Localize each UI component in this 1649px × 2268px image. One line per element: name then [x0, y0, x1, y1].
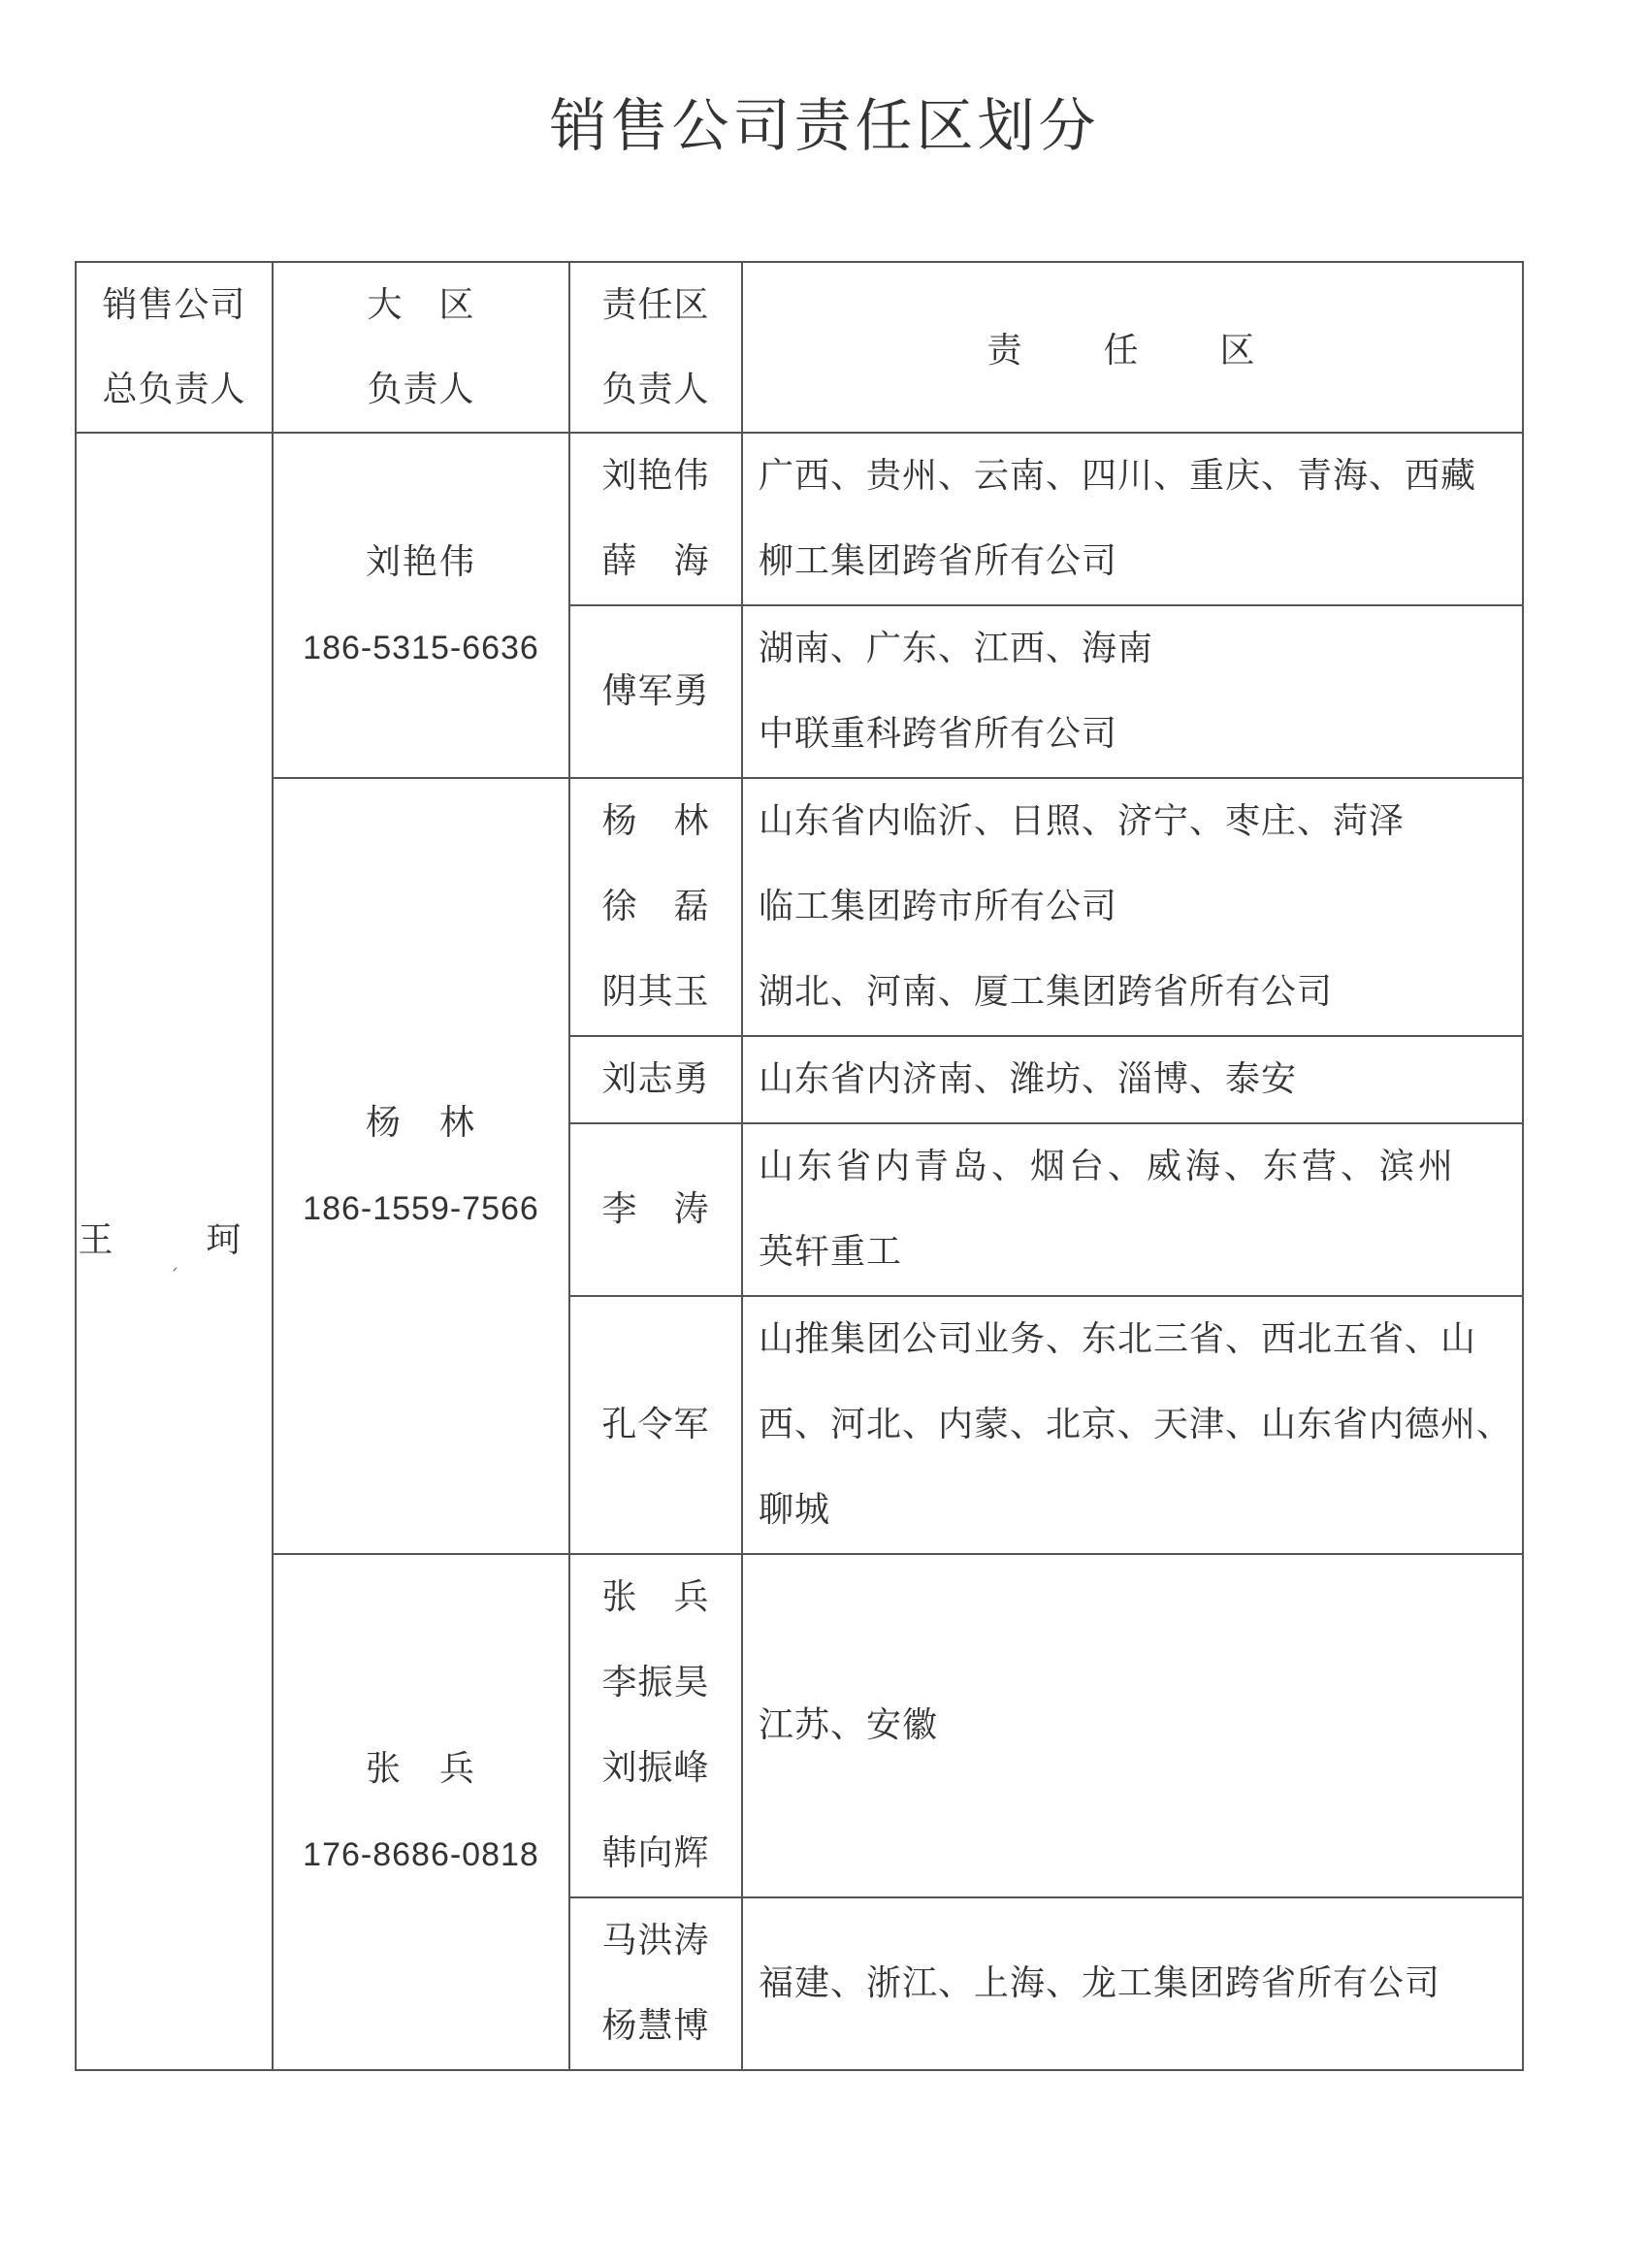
region-leader: 刘艳伟 [365, 542, 476, 582]
zone-areas [742, 778, 1523, 1036]
zone-areas [742, 605, 1523, 778]
zone-lead-name: 李 涛 [601, 1189, 710, 1229]
area-line: 英轩重工 [759, 1232, 903, 1272]
zone-lead-name: 李振昊 [601, 1663, 710, 1702]
table-row [76, 778, 1523, 1036]
table-row [76, 1554, 1523, 1897]
zone-leads [569, 1036, 742, 1123]
zone-lead-name: 刘艳伟 [601, 456, 710, 496]
zone-areas [742, 1036, 1523, 1123]
table-row [76, 433, 1523, 605]
region-leader: 杨 林 [365, 1103, 476, 1143]
header-zone-lead [569, 262, 742, 433]
zone-lead-name: 马洪涛 [601, 1921, 710, 1960]
header-chief-line: 总负责人 [102, 370, 246, 409]
region-phone: 176-8686-0818 [303, 1836, 539, 1873]
area-line: 山推集团公司业务、东北三省、西北五省、山 [759, 1319, 1477, 1359]
region-cell [273, 433, 569, 778]
header-zone-lead-line: 负责人 [601, 370, 710, 409]
area-line: 中联重科跨省所有公司 [759, 714, 1118, 754]
zone-areas [742, 1123, 1523, 1296]
header-zone-lead-line: 责任区 [601, 285, 710, 325]
area-line: 广西、贵州、云南、四川、重庆、青海、西藏 [759, 456, 1477, 496]
zone-lead-name: 薛 海 [601, 541, 710, 581]
header-region [273, 262, 569, 433]
zone-lead-name: 刘志勇 [601, 1059, 710, 1099]
document-title: 销售公司责任区划分 [549, 92, 1100, 159]
region-phone: 186-5315-6636 [303, 630, 539, 666]
region-cell [273, 1554, 569, 2070]
table-header-row [76, 262, 1523, 433]
area-line: 山东省内济南、潍坊、淄博、泰安 [759, 1059, 1298, 1099]
area-line: 湖南、广东、江西、海南 [759, 629, 1154, 668]
header-region-line: 大 区 [367, 285, 475, 325]
responsibility-table [75, 261, 1524, 2071]
area-line: 山东省内临沂、日照、济宁、枣庄、菏泽 [759, 801, 1406, 841]
zone-areas [742, 1554, 1523, 1897]
zone-lead-name: 韩向辉 [601, 1833, 710, 1873]
zone-lead-name: 杨 林 [601, 801, 710, 841]
zone-leads [569, 433, 742, 605]
header-region-line: 负责人 [367, 370, 475, 409]
zone-areas [742, 1296, 1523, 1554]
zone-leads [569, 605, 742, 778]
zone-leads [569, 1897, 742, 2070]
area-line: 福建、浙江、上海、龙工集团跨省所有公司 [759, 1963, 1441, 2003]
header-chief-line: 销售公司 [102, 285, 246, 325]
zone-lead-name: 孔令军 [601, 1405, 710, 1444]
zone-leads [569, 1554, 742, 1897]
zone-lead-name: 阴其玉 [601, 972, 710, 1012]
chief-name: 王 珂 [78, 1219, 271, 1260]
area-line: 柳工集团跨省所有公司 [759, 541, 1118, 581]
zone-leads [569, 778, 742, 1036]
zone-lead-name: 刘振峰 [601, 1748, 710, 1788]
zone-lead-name: 杨慧博 [601, 2006, 710, 2046]
zone-lead-name: 傅军勇 [601, 671, 710, 711]
chief-cell [76, 433, 273, 2070]
area-line: 临工集团跨市所有公司 [759, 887, 1118, 926]
zone-areas [742, 433, 1523, 605]
header-chief [76, 262, 273, 433]
area-line: 西、河北、内蒙、北京、天津、山东省内德州、 [759, 1405, 1513, 1444]
zone-leads [569, 1296, 742, 1554]
zone-lead-name: 张 兵 [601, 1577, 710, 1617]
area-line: 江苏、安徽 [759, 1705, 939, 1745]
area-line: 聊城 [759, 1490, 831, 1530]
zone-areas [742, 1897, 1523, 2070]
area-line: 湖北、河南、厦工集团跨省所有公司 [759, 972, 1334, 1012]
region-phone: 186-1559-7566 [303, 1190, 539, 1227]
region-cell [273, 778, 569, 1554]
region-leader: 张 兵 [365, 1749, 476, 1789]
zone-leads [569, 1123, 742, 1296]
zone-lead-name: 徐 磊 [601, 887, 710, 926]
area-line: 山东省内青岛、烟台、威海、东营、滨州 [759, 1147, 1458, 1186]
header-area: 责 任 区 [742, 262, 1523, 433]
chief-mark: ˊ [169, 1264, 179, 1288]
